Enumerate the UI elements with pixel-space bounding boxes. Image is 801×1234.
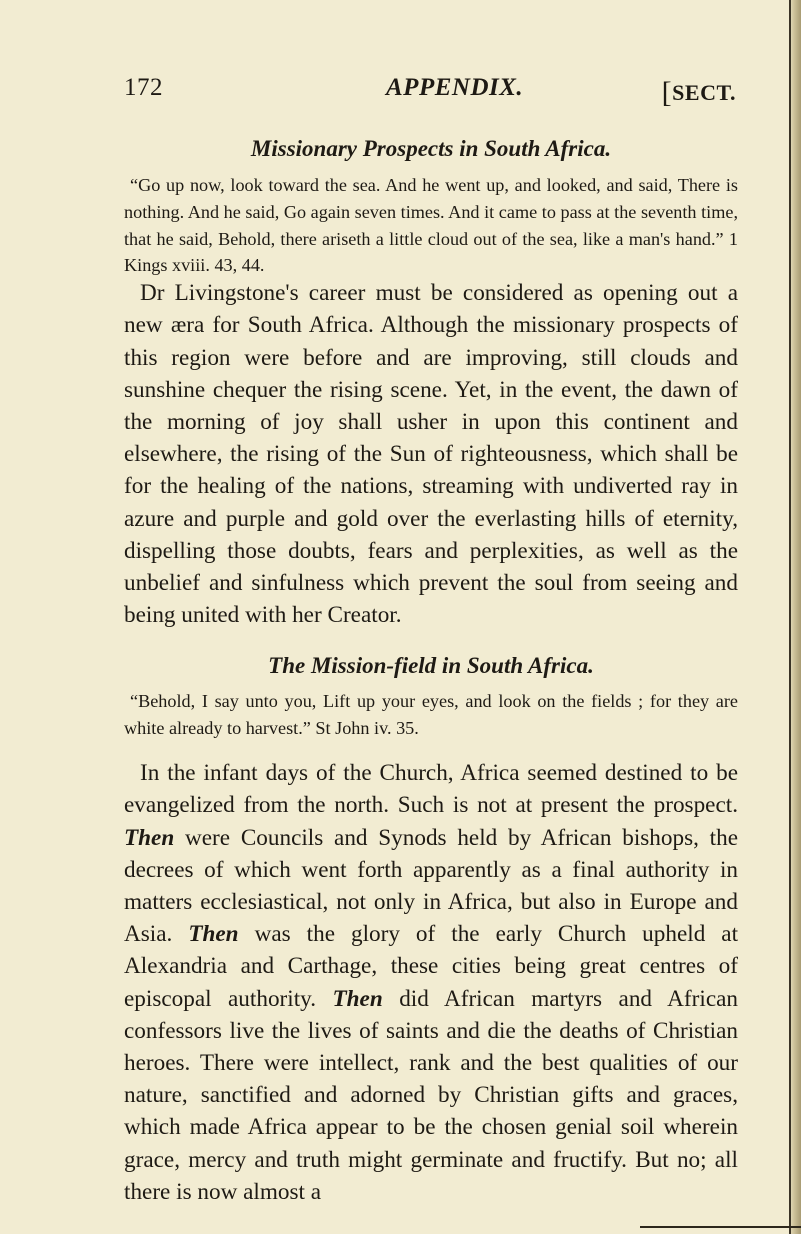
- page-header: [124, 74, 736, 114]
- paragraph-livingstone: Dr Livingstone's career must be considered as opening out a new æra for South Africa. Although the missionary prospects of this region were before and are improving, still clouds and sunshine chequer the rising scene. Yet, in the event, the dawn of the morning of joy shall usher in upon this continent and elsewhere, the rising of the Sun of righteousness, which shall be for the healing of the nations, streaming with undiverted ray in azure and purple and gold over the everlasting hills of eternity, dispelling those doubts, fears and perplexities, as well as the unbelief and sinfulness which prevent the soul from seeing and being united with her Creator.: [124, 280, 738, 629]
- emphasis-then: Then: [124, 824, 175, 851]
- epigraph-john: “Behold, I say unto you, Lift up your eyes, and look on the fields ; for they are white already to harvest.” St John iv. 35.: [124, 691, 738, 738]
- section-heading-mission-field: The Mission-field in South Africa.: [268, 653, 594, 678]
- emphasis-then: Then: [188, 921, 239, 948]
- section-label: [SECT.: [661, 76, 736, 109]
- page-edge-line: [789, 0, 791, 1234]
- page-number: 172: [124, 74, 163, 101]
- paragraph-text: did African martyrs and African confessors live the lives of saints and die the deaths of Christian heroes. There were intellect, rank and the best qualities of our nature, sanctified and adorned by Christian gifts and graces, which made Africa appear to be the chosen genial soil wherein grace, mercy and truth might germinate and fructify. But no; all there is now almost a: [124, 985, 738, 1205]
- section-heading-missionary-prospects: Missionary Prospects in South Africa.: [250, 136, 612, 161]
- bottom-rule: [640, 1226, 801, 1228]
- epigraph-kings: “Go up now, look toward the sea. And he went up, and looked, and said, There is nothing. And he said, Go again seven times. And it came to pass at the seventh time, that he said, Behold, there ariseth a little cloud out of the sea, like a man's hand.” 1 Kings xviii. 43, 44.: [124, 175, 738, 276]
- emphasis-then: Then: [332, 985, 383, 1012]
- paragraph-text: In the infant days of the Church, Africa seemed destined to be evangelized from the north. Such is not at present the prospect.: [124, 760, 738, 819]
- running-title: APPENDIX.: [386, 74, 524, 101]
- paragraph-infant-days: [124, 757, 738, 1208]
- paragraph-text: was the glory of the early Church upheld at Alexandria and Carthage, these cities being great centres of episcopal authority.: [124, 921, 739, 1012]
- paragraph-text: were Councils and Synods held by African bishops, the decrees of which went forth apparently as a final authority in matters ecclesiastical, not only in Africa, but also in Europe and Asia.: [124, 824, 738, 948]
- section-label-text: SECT.: [672, 80, 736, 105]
